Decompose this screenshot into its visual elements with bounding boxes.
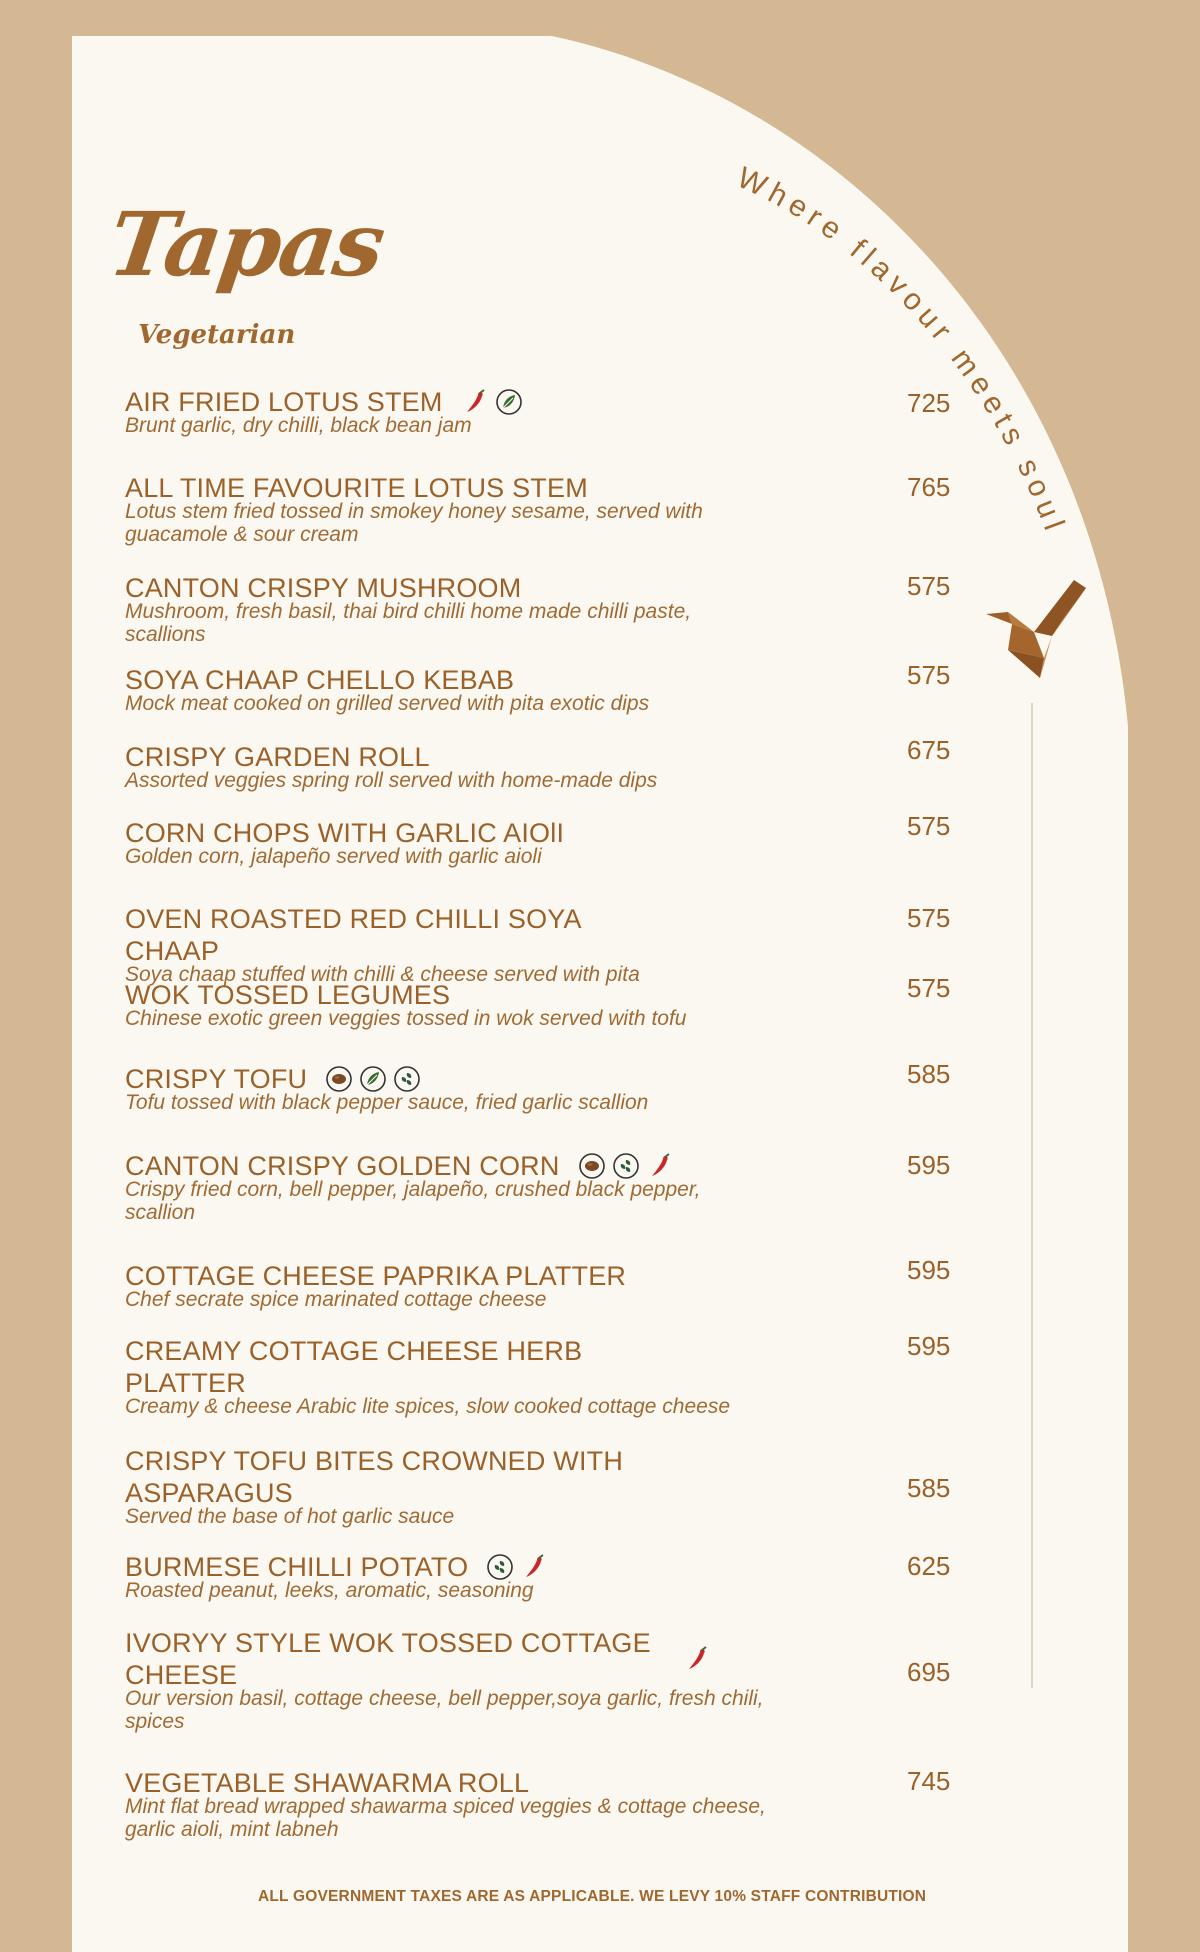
- chilli-icon: [683, 1645, 711, 1673]
- menu-item-description: Soya chaap stuffed with chilli & cheese served with pita: [125, 963, 640, 986]
- menu-item: [125, 1331, 951, 1418]
- menu-item-price: 595: [907, 1255, 951, 1285]
- menu-item-title: ALL TIME FAVOURITE LOTUS STEM: [125, 473, 588, 503]
- menu-item-price: 765: [907, 472, 951, 502]
- menu-item-price: 585: [907, 1059, 951, 1089]
- herb-icon: [612, 1152, 640, 1180]
- menu-item-name: [125, 1627, 895, 1691]
- menu-item-description: Crispy fried corn, bell pepper, jalapeño, crushed black pepper, scallion: [125, 1178, 701, 1224]
- dietary-icons: [486, 1553, 548, 1581]
- dietary-icons: [683, 1645, 711, 1673]
- menu-item-price: 575: [907, 571, 951, 601]
- menu-item-price: 595: [907, 1331, 951, 1361]
- menu-item-title: CRISPY GARDEN ROLL: [125, 742, 430, 772]
- menu-item: [125, 1627, 951, 1733]
- menu-item-title: CANTON CRISPY GOLDEN CORN: [125, 1151, 560, 1181]
- menu-item-price: 575: [907, 660, 951, 690]
- dietary-icons: [578, 1152, 674, 1180]
- menu-item-description: Served the base of hot garlic sauce: [125, 1505, 455, 1528]
- menu-item: [125, 1059, 951, 1114]
- menu-item-description: Creamy & cheese Arabic lite spices, slow cooked cottage cheese: [125, 1395, 731, 1418]
- menu-item-description: Brunt garlic, dry chilli, black bean jam: [125, 414, 472, 437]
- menu-item-title: BURMESE CHILLI POTATO: [125, 1552, 469, 1582]
- menu-item: [125, 660, 951, 715]
- menu-item-price: 695: [907, 1657, 951, 1687]
- menu-item: [125, 1551, 951, 1602]
- menu-item-description: Tofu tossed with black pepper sauce, fried garlic scallion: [125, 1091, 649, 1114]
- menu-item-price: 595: [907, 1150, 951, 1180]
- menu-item-price: 575: [907, 973, 951, 1003]
- menu-item: [125, 1445, 951, 1528]
- chilli-icon: [646, 1152, 674, 1180]
- chilli-icon: [461, 388, 489, 416]
- menu-item-description: Mushroom, fresh basil, thai bird chilli home made chilli paste, scallions: [125, 600, 692, 646]
- vertical-divider: [1031, 703, 1033, 1688]
- menu-item-title: CORN CHOPS WITH GARLIC AIOlI: [125, 818, 565, 848]
- menu-item-price: 625: [907, 1551, 951, 1581]
- menu-item: [125, 386, 951, 437]
- menu-item-description: Chinese exotic green veggies tossed in wok served with tofu: [125, 1007, 687, 1030]
- menu-item: [125, 1150, 951, 1224]
- menu-item: [125, 903, 951, 986]
- menu-item-title: COTTAGE CHEESE PAPRIKA PLATTER: [125, 1261, 627, 1291]
- menu-item-description: Assorted veggies spring roll served with home-made dips: [125, 769, 658, 792]
- menu-item: [125, 571, 951, 646]
- menu-item-description: Roasted peanut, leeks, aromatic, seasoning: [125, 1579, 534, 1602]
- herb-icon: [486, 1553, 514, 1581]
- menu-item-description: Mint flat bread wrapped shawarma spiced veggies & cottage cheese, garlic aioli, mint labneh: [125, 1795, 766, 1841]
- menu-item: [125, 1255, 951, 1311]
- menu-item-description: Lotus stem fried tossed in smokey honey sesame, served with guacamole & sour cream: [125, 500, 703, 546]
- dietary-icons: [325, 1065, 421, 1093]
- menu-item-name: [125, 1335, 895, 1399]
- page-title: Tapas: [102, 192, 390, 296]
- menu-item: [125, 1766, 951, 1841]
- menu-item-title: SOYA CHAAP CHELLO KEBAB: [125, 665, 515, 695]
- menu-item: [125, 472, 951, 546]
- menu-item-title: VEGETABLE SHAWARMA ROLL: [125, 1768, 530, 1798]
- menu-item-title: OVEN ROASTED RED CHILLI SOYA CHAAP: [125, 904, 581, 966]
- menu-item: [125, 735, 951, 792]
- menu-item-price: 725: [907, 388, 951, 418]
- leaf-icon: [495, 388, 523, 416]
- menu-item-name: [125, 903, 895, 967]
- nut-icon: [325, 1065, 353, 1093]
- menu-item-title: AIR FRIED LOTUS STEM: [125, 387, 443, 417]
- menu-item-description: Chef secrate spice marinated cottage cheese: [125, 1288, 547, 1311]
- menu-item-price: 675: [907, 735, 951, 765]
- menu-item: [125, 811, 951, 868]
- dietary-icons: [461, 388, 523, 416]
- menu-item-description: Golden corn, jalapeño served with garlic aioli: [125, 845, 542, 868]
- menu-item-title: CRISPY TOFU BITES CROWNED WITH ASPARAGUS: [125, 1446, 624, 1508]
- herb-icon: [393, 1065, 421, 1093]
- nut-icon: [578, 1152, 606, 1180]
- leaf-icon: [359, 1065, 387, 1093]
- menu-item-price: 745: [907, 1766, 951, 1796]
- menu-item-description: Mock meat cooked on grilled served with pita exotic dips: [125, 692, 650, 715]
- menu-item-price: 575: [907, 811, 951, 841]
- menu-item-title: CREAMY COTTAGE CHEESE HERB PLATTER: [125, 1336, 583, 1398]
- menu-item-price: 585: [907, 1473, 951, 1503]
- menu-item-description: Our version basil, cottage cheese, bell pepper,soya garlic, fresh chili, spices: [125, 1687, 764, 1733]
- page-subtitle: Vegetarian: [138, 320, 296, 350]
- menu-item-price: 575: [907, 903, 951, 933]
- tagline-text: Where flavour meets soul: [732, 161, 1073, 540]
- menu-item-title: CRISPY TOFU: [125, 1064, 308, 1094]
- menu-item-name: [125, 1445, 895, 1509]
- chilli-icon: [520, 1553, 548, 1581]
- menu-item-title: CANTON CRISPY MUSHROOM: [125, 573, 522, 603]
- origami-bird-logo: [982, 574, 1090, 682]
- menu-item-title: IVORYY STYLE WOK TOSSED COTTAGE CHEESE: [125, 1628, 651, 1690]
- tax-note: ALL GOVERNMENT TAXES ARE AS APPLICABLE. WE LEVY 10% STAFF CONTRIBUTION: [258, 1888, 927, 1905]
- menu-item-title: WOK TOSSED LEGUMES: [125, 980, 451, 1010]
